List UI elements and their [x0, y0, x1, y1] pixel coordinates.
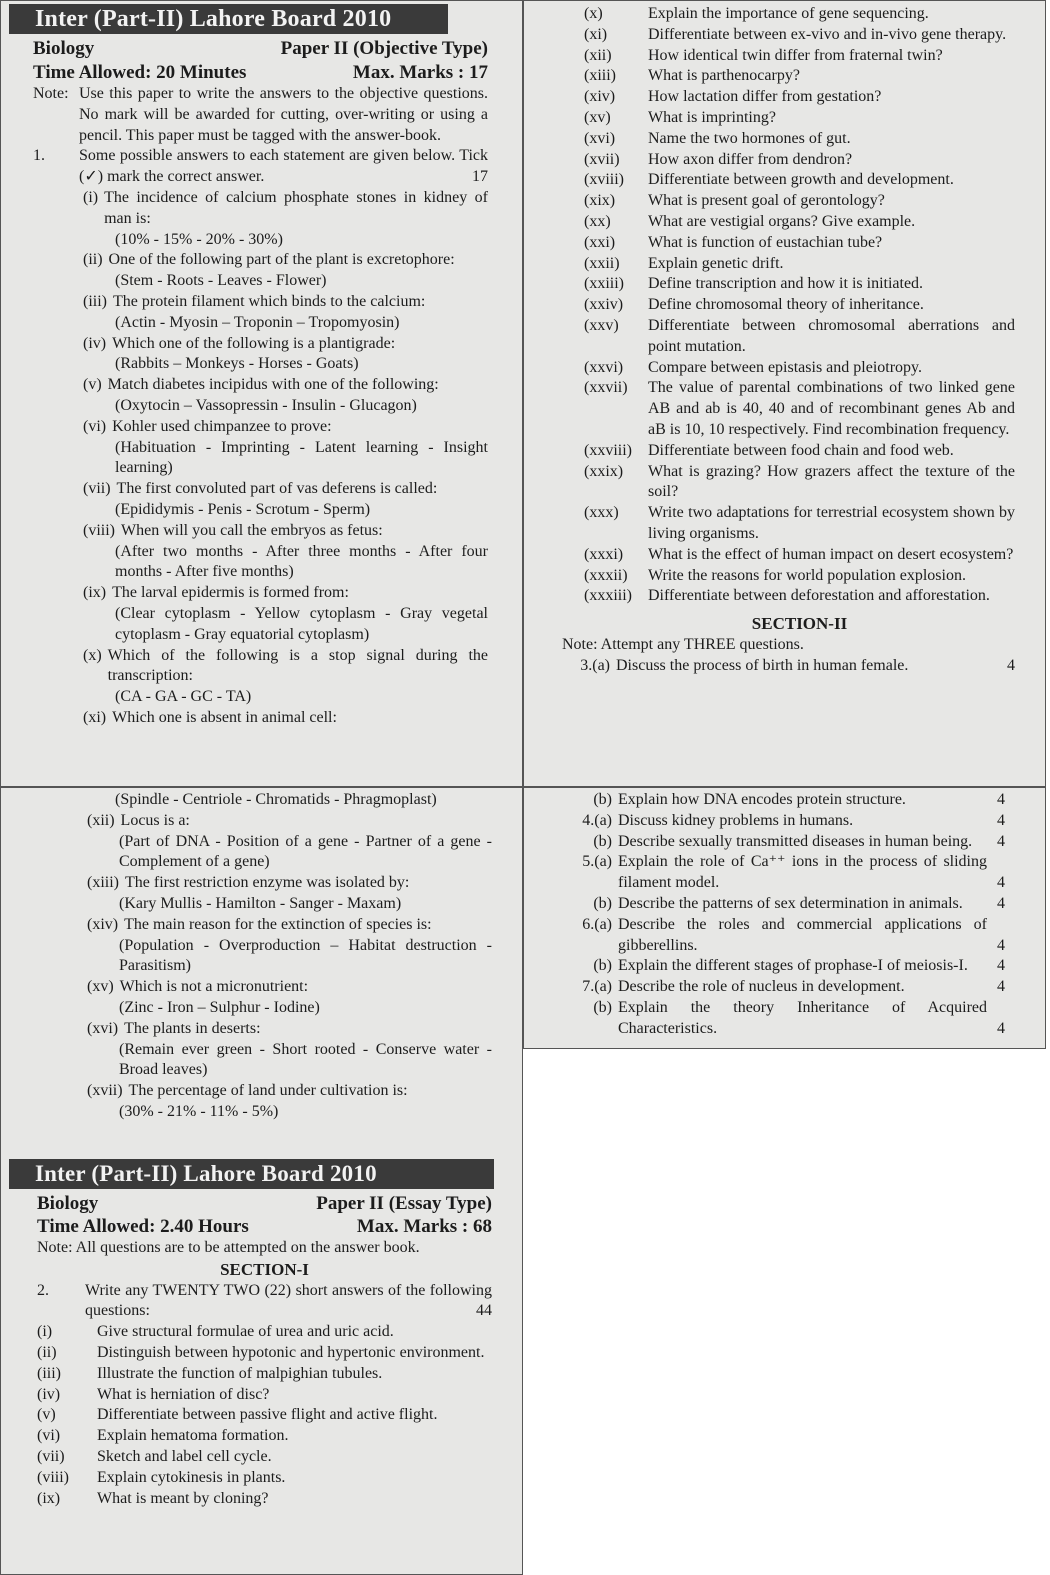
- mcq-question: The protein filament which binds to the calcium:: [113, 292, 426, 310]
- long-question-number: (b): [593, 894, 612, 912]
- essay-paper-part-3: [523, 787, 1046, 1049]
- short-question-number: (x): [584, 5, 603, 22]
- short-question: [37, 1364, 492, 1385]
- mcq-item: [83, 708, 488, 729]
- short-question: [584, 66, 1015, 87]
- essay-time-row: [37, 1216, 492, 1238]
- long-question: [562, 832, 1005, 853]
- short-question-number: (xx): [584, 212, 611, 230]
- mcq-item: [83, 583, 488, 604]
- objective-subject: Biology: [33, 38, 95, 59]
- mcq-number: (iv): [83, 334, 107, 352]
- short-question-number: (xxii): [584, 254, 620, 272]
- question-2: [37, 1281, 492, 1323]
- short-question-number: (xvi): [584, 129, 616, 147]
- short-question-text: Compare between epistasis and pleiotropy.: [648, 358, 922, 376]
- question-1-number: 1.: [33, 147, 45, 165]
- short-question: [584, 46, 1015, 67]
- long-question-number: (b): [593, 832, 612, 850]
- short-question: [37, 1343, 492, 1364]
- objective-max-marks: Max. Marks : 17: [352, 62, 488, 83]
- mcq-options: (10% - 15% - 20% - 30%): [115, 230, 283, 248]
- long-question-number: 7.(a): [582, 978, 612, 996]
- long-question: [562, 811, 1005, 832]
- mcq-question: Locus is a:: [120, 811, 190, 829]
- long-question-number: (b): [593, 998, 612, 1016]
- long-question-text: Describe sexually transmitted diseases in human being.: [618, 832, 973, 850]
- question-1: [33, 146, 488, 188]
- short-question-text: Differentiate between growth and development.: [648, 171, 954, 189]
- short-question: [584, 4, 1015, 25]
- short-question-number: (xxiii): [584, 275, 624, 293]
- mcq-item: [87, 873, 492, 894]
- mcq-question: Match diabetes incipidus with one of the following:: [107, 376, 439, 394]
- long-question-number: 5.(a): [582, 853, 612, 871]
- mcq-options: (Clear cytoplasm - Yellow cytoplasm - Gray vegetal cytoplasm - Gray equatorial cytoplasm): [115, 604, 488, 643]
- question-2-number: 2.: [37, 1281, 49, 1299]
- short-question-text: Explain hematoma formation.: [97, 1427, 289, 1445]
- long-question-number: (b): [593, 791, 612, 808]
- section-2-heading: SECTION-II: [751, 614, 848, 634]
- short-question-text: How identical twin differ from fraternal twin?: [648, 46, 943, 64]
- mcq-item: [87, 811, 492, 832]
- short-question-number: (xxvi): [584, 358, 624, 376]
- short-question-text: Differentiate between chromosomal aberrations and point mutation.: [648, 316, 1015, 355]
- short-question-number: (xix): [584, 192, 616, 210]
- short-question-number: (iv): [37, 1385, 61, 1403]
- long-question: [562, 894, 1005, 915]
- long-question-text: Describe the patterns of sex determination in animals.: [618, 894, 963, 912]
- mcq-options: (Population - Overproduction – Habitat destruction - Parasitism): [119, 936, 492, 975]
- mcq-options: (Epididymis - Penis - Scrotum - Sperm): [115, 500, 371, 518]
- essay-banner: Inter (Part-II) Lahore Board 2010: [9, 1159, 494, 1189]
- mcq-question: Which of the following is a stop signal during the transcription:: [107, 646, 488, 685]
- mcq-number: (xiv): [87, 915, 119, 933]
- objective-time: Time Allowed: 20 Minutes: [33, 62, 247, 83]
- short-question: [584, 316, 1015, 358]
- objective-note: [33, 84, 488, 146]
- short-question: [37, 1426, 492, 1447]
- mcq-options: (Kary Mullis - Hamilton - Sanger - Maxam): [119, 894, 402, 912]
- essay-subject: Biology: [37, 1192, 99, 1214]
- short-question-number: (v): [37, 1406, 56, 1424]
- essay-paper-part-2: [523, 0, 1046, 787]
- short-question-list-continued: [584, 4, 1015, 607]
- mcq-question: The first restriction enzyme was isolated by:: [125, 874, 410, 892]
- short-question: [37, 1385, 492, 1406]
- short-question-text: Differentiate between deforestation and afforestation.: [648, 587, 990, 605]
- long-question-number: (b): [593, 957, 612, 975]
- short-question: [584, 378, 1015, 440]
- mcq-item: [87, 977, 492, 998]
- mcq-options: (After two months - After three months - After four months - After five months): [115, 542, 488, 581]
- short-question: [584, 87, 1015, 108]
- long-question-text: Explain the theory Inheritance of Acquired Characteristics.: [618, 998, 987, 1037]
- long-question-text: Describe the roles and commercial applications of gibberellins.: [618, 915, 987, 954]
- mcq-number: (iii): [83, 292, 107, 310]
- mcq-question: One of the following part of the plant is excretophore:: [108, 251, 455, 269]
- short-question-number: (xi): [584, 25, 608, 43]
- mcq-item: [87, 1019, 492, 1040]
- long-question-marks: 4: [997, 957, 1005, 975]
- mcq-question: The percentage of land under cultivation is:: [128, 1082, 408, 1100]
- short-question-text: Differentiate between passive flight and active flight.: [97, 1406, 438, 1424]
- mcq-item: [83, 250, 488, 271]
- short-question: [584, 150, 1015, 171]
- short-question: [584, 295, 1015, 316]
- short-question-text: Define chromosomal theory of inheritance.: [648, 296, 924, 314]
- mcq-number: (vi): [83, 417, 107, 435]
- long-question: [562, 852, 1005, 894]
- short-question-number: (vi): [37, 1427, 61, 1445]
- short-question: [584, 191, 1015, 212]
- long-question-text: Discuss kidney problems in humans.: [618, 811, 854, 829]
- long-question-marks: 4: [997, 978, 1005, 996]
- short-question: [584, 545, 1015, 566]
- short-question: [584, 170, 1015, 191]
- mcq-options: (Stem - Roots - Leaves - Flower): [115, 272, 327, 290]
- mcq-number: (xvii): [87, 1082, 123, 1100]
- long-question: [562, 956, 1005, 977]
- short-question-text: Distinguish between hypotonic and hypertonic environment.: [97, 1343, 485, 1361]
- mcq-options: (Habituation - Imprinting - Latent learning - Insight learning): [115, 438, 488, 477]
- short-question-number: (vii): [37, 1447, 65, 1465]
- long-question: [562, 998, 1005, 1040]
- objective-paper-part-2: [0, 787, 523, 1575]
- mcq-question: When will you call the embryos as fetus:: [121, 521, 383, 539]
- mcq-question: Which one is absent in animal cell:: [112, 708, 337, 726]
- mcq-options: (Part of DNA - Position of a gene - Partner of a gene - Complement of a gene): [119, 832, 492, 871]
- short-question-number: (xxxii): [584, 566, 628, 584]
- short-question: [584, 586, 1015, 607]
- mcq-options: (Zinc - Iron – Sulphur - Iodine): [119, 998, 320, 1016]
- essay-subject-row: [37, 1193, 492, 1215]
- mcq-question: The plants in deserts:: [124, 1019, 261, 1037]
- long-question: [560, 656, 1015, 677]
- short-question: [584, 129, 1015, 150]
- short-question: [584, 503, 1015, 545]
- short-question-text: Write two adaptations for terrestrial ecosystem shown by living organisms.: [648, 504, 1015, 542]
- short-question-number: (i): [37, 1323, 53, 1341]
- mcq-number: (xvi): [87, 1019, 119, 1037]
- short-question-number: (xiii): [584, 67, 616, 85]
- mcq-number: (xv): [87, 978, 114, 996]
- short-question-number: (xxviii): [584, 441, 632, 459]
- objective-note-text: Use this paper to write the answers to the objective questions. No mark will be awarded for cutting, over-writing or using a pencil. This paper must be tagged with the answer-book.: [79, 85, 488, 144]
- essay-max-marks: Max. Marks : 68: [356, 1215, 492, 1237]
- short-question-number: (xviii): [584, 171, 624, 189]
- long-question: [562, 977, 1005, 998]
- short-question: [37, 1468, 492, 1489]
- mcq-options: (30% - 21% - 11% - 5%): [119, 1102, 279, 1120]
- mcq-question: Kohler used chimpanzee to prove:: [112, 417, 332, 435]
- short-question-number: (iii): [37, 1364, 61, 1382]
- question-2-text: Write any TWENTY TWO (22) short answers of the following questions: 44: [85, 1281, 492, 1323]
- long-question-marks: 4: [997, 832, 1005, 850]
- short-question-number: (xxvii): [584, 379, 628, 397]
- short-question: [37, 1489, 492, 1510]
- short-question: [584, 212, 1015, 233]
- short-question-number: (xii): [584, 46, 612, 64]
- mcq-options: (Remain ever green - Short rooted - Conserve water - Broad leaves): [119, 1040, 492, 1079]
- long-question-number: 4.(a): [582, 811, 612, 829]
- short-question-number: (xxx): [584, 504, 619, 522]
- short-question: [584, 254, 1015, 275]
- short-question-text: What is function of eustachian tube?: [648, 233, 883, 251]
- short-question-text: What is imprinting?: [648, 108, 776, 126]
- mcq-list-continued: [37, 811, 492, 1123]
- long-question-number: 6.(a): [582, 915, 612, 933]
- short-question-text: What is meant by cloning?: [97, 1489, 269, 1507]
- short-question: [584, 108, 1015, 129]
- long-question: [562, 915, 1005, 957]
- short-question-text: What is grazing? How grazers affect the texture of the soil?: [648, 462, 1015, 501]
- short-question-text: The value of parental combinations of two linked gene AB and ab is 40, 40 and of recombinant genes Ab and aB is 10, 10 respectively. Find recombination frequency.: [648, 379, 1015, 438]
- section-2-note: Note: Attempt any THREE questions.: [562, 636, 804, 654]
- long-question-marks: 4: [997, 894, 1005, 912]
- short-question-text: How lactation differ from gestation?: [648, 88, 882, 106]
- short-question-number: (xxix): [584, 462, 624, 480]
- essay-note: Note: All questions are to be attempted on the answer book.: [37, 1238, 420, 1256]
- mcq-item: [87, 915, 492, 936]
- mcq-question: Which is not a micronutrient:: [119, 978, 309, 996]
- long-question-list-continued: [562, 790, 1005, 1040]
- objective-paper-part-1: [0, 0, 523, 787]
- short-question: [37, 1447, 492, 1468]
- long-question-number: 3.(a): [580, 656, 610, 674]
- long-question-marks: 4: [997, 874, 1005, 892]
- mcq-number: (xi): [83, 708, 107, 726]
- mcq-number: (ix): [83, 584, 107, 602]
- mcq-question: The first convoluted part of vas deferens is called:: [116, 480, 438, 498]
- question-2-marks: 44: [476, 1302, 492, 1320]
- short-question: [584, 462, 1015, 504]
- short-question-text: Write the reasons for world population explosion.: [648, 566, 966, 584]
- long-question-text: Describe the role of nucleus in development.: [618, 978, 905, 996]
- short-question: [584, 25, 1015, 46]
- objective-note-label: Note:: [33, 85, 69, 102]
- long-question-text: Explain the role of Ca⁺⁺ ions in the process of sliding filament model.: [618, 853, 987, 892]
- short-question-text: What is present goal of gerontology?: [648, 192, 885, 210]
- mcq-number: (x): [83, 646, 102, 664]
- short-question-number: (xxi): [584, 233, 616, 251]
- objective-subject-row: [33, 38, 488, 60]
- mcq-item: [83, 417, 488, 438]
- mcq-options: (Actin - Myosin – Troponin – Tropomyosin): [115, 313, 400, 331]
- short-question-text: What is herniation of disc?: [97, 1385, 270, 1403]
- mcq-number: (viii): [83, 521, 115, 539]
- mcq-xi-options: (Spindle - Centriole - Chromatids - Phragmoplast): [115, 791, 437, 808]
- mcq-question: The larval epidermis is formed from:: [112, 584, 349, 602]
- short-question: [584, 566, 1015, 587]
- short-question-number: (ix): [37, 1489, 61, 1507]
- short-question-text: Differentiate between food chain and food web.: [648, 441, 954, 459]
- long-question: [562, 790, 1005, 811]
- short-question-number: (xvii): [584, 150, 620, 168]
- mcq-options: (Oxytocin – Vassopressin - Insulin - Glucagon): [115, 396, 417, 414]
- short-question-list: [37, 1322, 492, 1509]
- long-question-list: [560, 656, 1015, 677]
- mcq-question: The main reason for the extinction of species is:: [124, 915, 432, 933]
- short-question-text: Differentiate between ex-vivo and in-vivo gene therapy.: [648, 25, 1007, 43]
- short-question-text: What are vestigial organs? Give example.: [648, 212, 916, 230]
- short-question-text: Illustrate the function of malpighian tubules.: [97, 1364, 383, 1382]
- mcq-item: [83, 292, 488, 313]
- short-question: [584, 358, 1015, 379]
- short-question-text: What is parthenocarpy?: [648, 67, 800, 85]
- long-question-marks: 4: [997, 791, 1005, 808]
- short-question-text: Sketch and label cell cycle.: [97, 1447, 272, 1465]
- essay-time: Time Allowed: 2.40 Hours: [37, 1215, 249, 1237]
- short-question: [37, 1322, 492, 1343]
- mcq-number: (ii): [83, 251, 103, 269]
- short-question-number: (xxv): [584, 316, 619, 334]
- short-question-text: Give structural formulae of urea and uric acid.: [97, 1323, 394, 1341]
- long-question-marks: 4: [997, 811, 1005, 829]
- mcq-item: [83, 521, 488, 542]
- question-1-text: Some possible answers to each statement are given below. Tick (✓) mark the correct answer. 17: [79, 146, 488, 188]
- mcq-item: [83, 646, 488, 688]
- mcq-question: The incidence of calcium phosphate stones in kidney of man is:: [104, 188, 488, 227]
- short-question-text: Explain the importance of gene sequencing.: [648, 5, 929, 22]
- long-question-marks: 4: [1007, 656, 1015, 674]
- mcq-question: Which one of the following is a plantigrade:: [112, 334, 396, 352]
- mcq-number: (vii): [83, 480, 111, 498]
- short-question-text: Explain cytokinesis in plants.: [97, 1468, 286, 1486]
- short-question-number: (xv): [584, 108, 611, 126]
- essay-paper-type: Paper II (Essay Type): [316, 1192, 492, 1214]
- short-question-text: Name the two hormones of gut.: [648, 129, 851, 147]
- mcq-item: [83, 375, 488, 396]
- short-question-text: Define transcription and how it is initiated.: [648, 275, 924, 293]
- mcq-item: [83, 479, 488, 500]
- objective-time-row: [33, 62, 488, 84]
- long-question-marks: 4: [997, 1019, 1005, 1037]
- short-question-number: (ii): [37, 1343, 57, 1361]
- section-1-heading: SECTION-I: [220, 1259, 309, 1279]
- objective-banner: Inter (Part-II) Lahore Board 2010: [9, 4, 448, 34]
- mcq-number: (i): [83, 188, 99, 206]
- objective-paper-type: Paper II (Objective Type): [280, 38, 488, 59]
- long-question-text: Explain the different stages of prophase-I of meiosis-I.: [618, 957, 968, 975]
- long-question-marks: 4: [997, 936, 1005, 954]
- short-question-text: What is the effect of human impact on desert ecosystem?: [648, 545, 1014, 563]
- short-question-number: (xxxi): [584, 545, 624, 563]
- short-question: [584, 233, 1015, 254]
- short-question: [37, 1405, 492, 1426]
- mcq-number: (xii): [87, 811, 115, 829]
- mcq-item: [87, 1081, 492, 1102]
- long-question-text: Explain how DNA encodes protein structure.: [618, 791, 906, 808]
- short-question-number: (xiv): [584, 88, 616, 106]
- mcq-options: (CA - GA - GC - TA): [115, 688, 252, 706]
- mcq-options: (Rabbits – Monkeys - Horses - Goats): [115, 355, 359, 373]
- short-question-number: (xxxiii): [584, 587, 632, 605]
- short-question: [584, 441, 1015, 462]
- short-question: [584, 274, 1015, 295]
- mcq-list: [33, 188, 488, 729]
- mcq-item: [83, 188, 488, 230]
- mcq-number: (xiii): [87, 874, 119, 892]
- long-question-text: Discuss the process of birth in human female.: [616, 656, 909, 674]
- short-question-number: (viii): [37, 1468, 69, 1486]
- short-question-text: Explain genetic drift.: [648, 254, 784, 272]
- question-1-marks: 17: [472, 168, 488, 186]
- mcq-number: (v): [83, 376, 102, 394]
- short-question-text: How axon differ from dendron?: [648, 150, 853, 168]
- mcq-item: [83, 334, 488, 355]
- short-question-number: (xxiv): [584, 296, 624, 314]
